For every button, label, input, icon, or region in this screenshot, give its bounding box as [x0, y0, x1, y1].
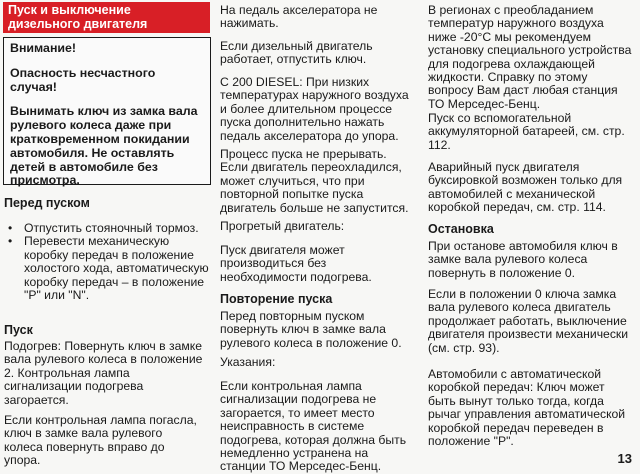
- paragraph: В регионах с преобладанием температур наружного воздуха ниже -20°C мы рекомендуем установку специального устройства для подогрева охлаждающей жидкости. Справку по этому вопросу Вам даст любая станция ТО Мерседес-Бенц.: [428, 3, 632, 111]
- list-item: • Отпустить стояночный тормоз.: [4, 222, 209, 235]
- warning-title: Внимание!: [10, 41, 77, 55]
- paragraph: Процесс пуска не прерывать. Если двигатель переохладился, может случиться, что при повторной попытке пуска двигатель больше не запустится.: [220, 147, 409, 215]
- paragraph: Указания:: [220, 355, 276, 369]
- start-paragraph: Если контрольная лампа погасла, ключ в замке вала рулевого колеса повернуть вправо до упора.: [4, 413, 197, 468]
- before-start-heading: Перед пуском: [4, 196, 90, 210]
- repeat-heading: Повторение пуска: [220, 292, 333, 306]
- column-right: [424, 0, 636, 472]
- warning-subtitle: Опасность несчастного случая!: [10, 65, 156, 94]
- warning-box: [3, 37, 211, 188]
- page-number: 13: [617, 451, 632, 466]
- paragraph: Перед повторным пуском повернуть ключ в замке вала рулевого колеса в положение 0.: [220, 309, 402, 350]
- paragraph: На педаль акселератора не нажимать.: [220, 3, 378, 31]
- paragraph: Пуск со вспомогательной аккумуляторной батареей, см. стр. 112.: [428, 111, 625, 152]
- paragraph: Аварийный пуск двигателя буксировкой возможен только для автомобилей с механической коробкой передач, см. стр. 114.: [428, 160, 623, 215]
- before-start-list: [4, 222, 209, 302]
- paragraph: Прогретый двигатель:: [220, 219, 345, 233]
- paragraph: При останове автомобиля ключ в замке вала рулевого колеса повернуть в положение 0.: [428, 239, 618, 280]
- section-title: Пуск и выключение дизельного двигателя: [3, 2, 210, 33]
- start-paragraph: Подогрев: Повернуть ключ в замке вала рулевого колеса в положение 2. Контрольная лампа сигнализации подогрева загорается.: [4, 339, 203, 407]
- paragraph: Если в положении 0 ключа замка вала рулевого колеса двигатель продолжает работать, выключение двигателя произвести механически (см. стр. 93).: [428, 287, 629, 355]
- column-middle: [216, 0, 412, 472]
- paragraph: С 200 DIESEL: При низких температурах наружного воздуха и более длительном процессе пуска дополнительно нажать педаль акселератора до упора.: [220, 75, 409, 143]
- list-item: • Перевести механическую коробку передач в положение холостого хода, автоматическую коробку передач – в положение "P" или "N".: [4, 235, 209, 302]
- paragraph: Автомобили с автоматической коробкой передач: Ключ может быть вынут только тогда, когда рычаг управления автоматической коробкой передач переведен в положение "P".: [428, 367, 626, 449]
- warning-text: Вынимать ключ из замка вала рулевого колеса даже при кратковременном покидании автомобиля. Не оставлять детей в автомобиле без присмотра.: [10, 104, 198, 188]
- paragraph: Если дизельный двигатель работает, отпустить ключ.: [220, 39, 373, 67]
- paragraph: Пуск двигателя может производиться без необходимости подогрева.: [220, 243, 372, 284]
- start-heading: Пуск: [4, 323, 33, 337]
- stop-heading: Остановка: [428, 222, 494, 236]
- paragraph: Если контрольная лампа сигнализации подогрева не загорается, то имеет место неисправность в системе подогрева, которая должна быть немедленно устранена на станции ТО Мерседес-Бенц.: [220, 379, 407, 474]
- column-left: [0, 0, 212, 472]
